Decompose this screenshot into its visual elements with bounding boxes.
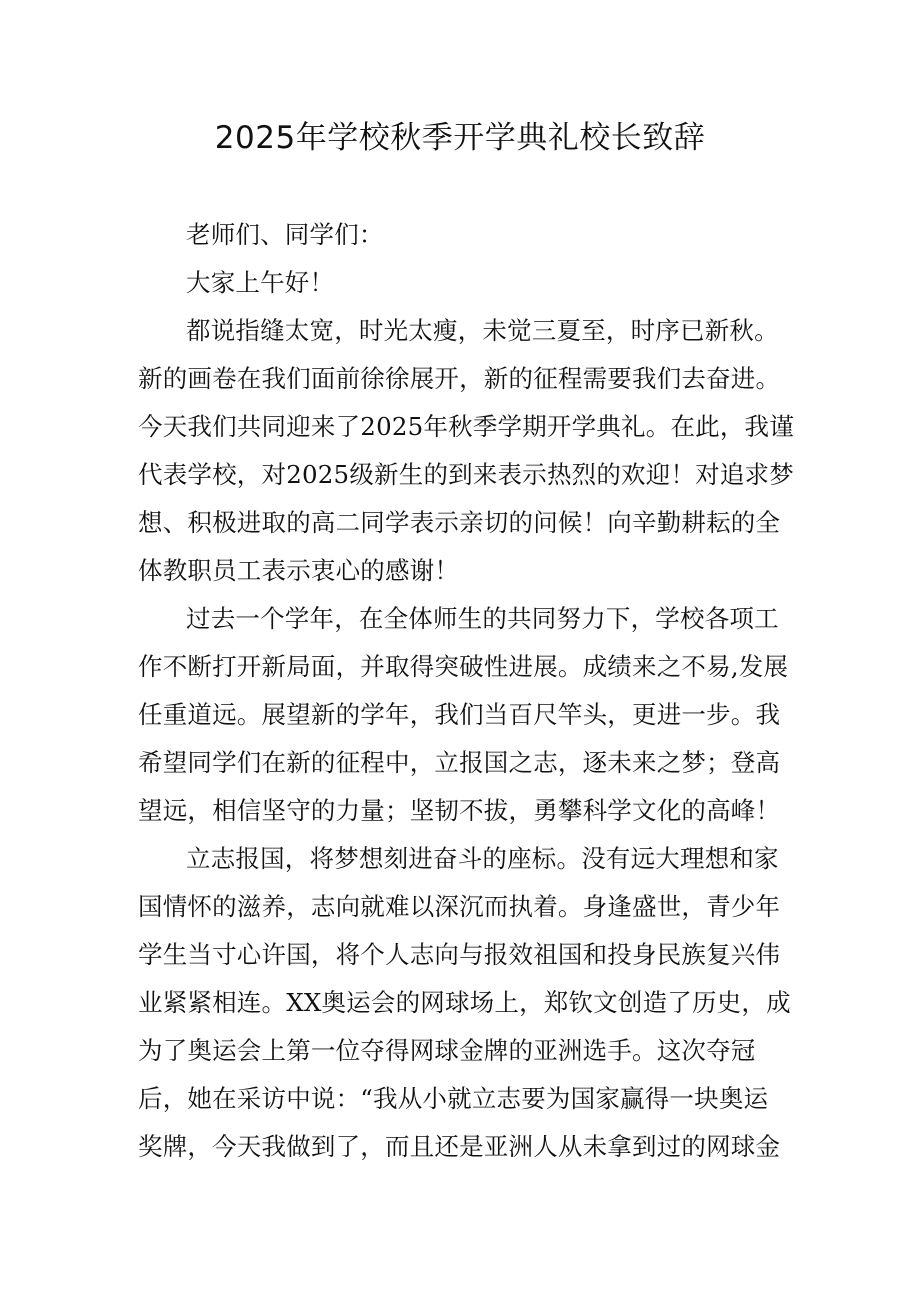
text-line: 奖牌，今天我做到了，而且还是亚洲人从未拿到过的网球金 [138,1132,781,1161]
text-line: 新的画卷在我们面前徐徐展开，新的征程需要我们去奋进。 [138,364,781,393]
text-line: 老师们、同学们： [186,220,384,249]
text-line: 作不断打开新局面，并取得突破性进展。成绩来之不易,发展 [138,652,789,681]
document-title: 2025年学校秋季开学典礼校长致辞 [214,120,706,156]
text-line: 望远，相信坚守的力量；坚韧不拔，勇攀科学文化的高峰！ [138,796,781,825]
text-line: 国情怀的滋养，志向就难以深沉而执着。身逢盛世，青少年 [138,892,781,921]
text-line: 代表学校，对2025级新生的到来表示热烈的欢迎！对追求梦 [138,460,794,489]
text-line: 过去一个学年，在全体师生的共同努力下，学校各项工 [186,604,779,633]
text-line: 大家上午好！ [186,268,335,297]
text-line: 学生当寸心许国，将个人志向与报效祖国和投身民族复兴伟 [138,940,781,969]
text-line: 想、积极进取的高二同学表示亲切的问候！向辛勤耕耘的全 [138,508,781,537]
text-line: 为了奥运会上第一位夺得网球金牌的亚洲选手。这次夺冠 [138,1036,756,1065]
text-line: 今天我们共同迎来了2025年秋季学期开学典礼。在此，我谨 [138,412,794,441]
document-body [138,211,794,1171]
text-line: 任重道远。展望新的学年，我们当百尺竿头，更进一步。我 [138,700,781,729]
text-line: 体教职员工表示衷心的感谢！ [138,556,460,585]
text-line: 希望同学们在新的征程中，立报国之志，逐未来之梦；登高 [138,748,781,777]
text-line: 业紧紧相连。XX奥运会的网球场上，郑钦文创造了历史，成 [138,988,791,1017]
text-line: 都说指缝太宽，时光太瘦，未觉三夏至，时序已新秋。 [186,316,779,345]
text-line: 立志报国，将梦想刻进奋斗的座标。没有远大理想和家 [186,844,779,873]
text-line: 后，她在采访中说：“我从小就立志要为国家赢得一块奥运 [138,1084,769,1113]
